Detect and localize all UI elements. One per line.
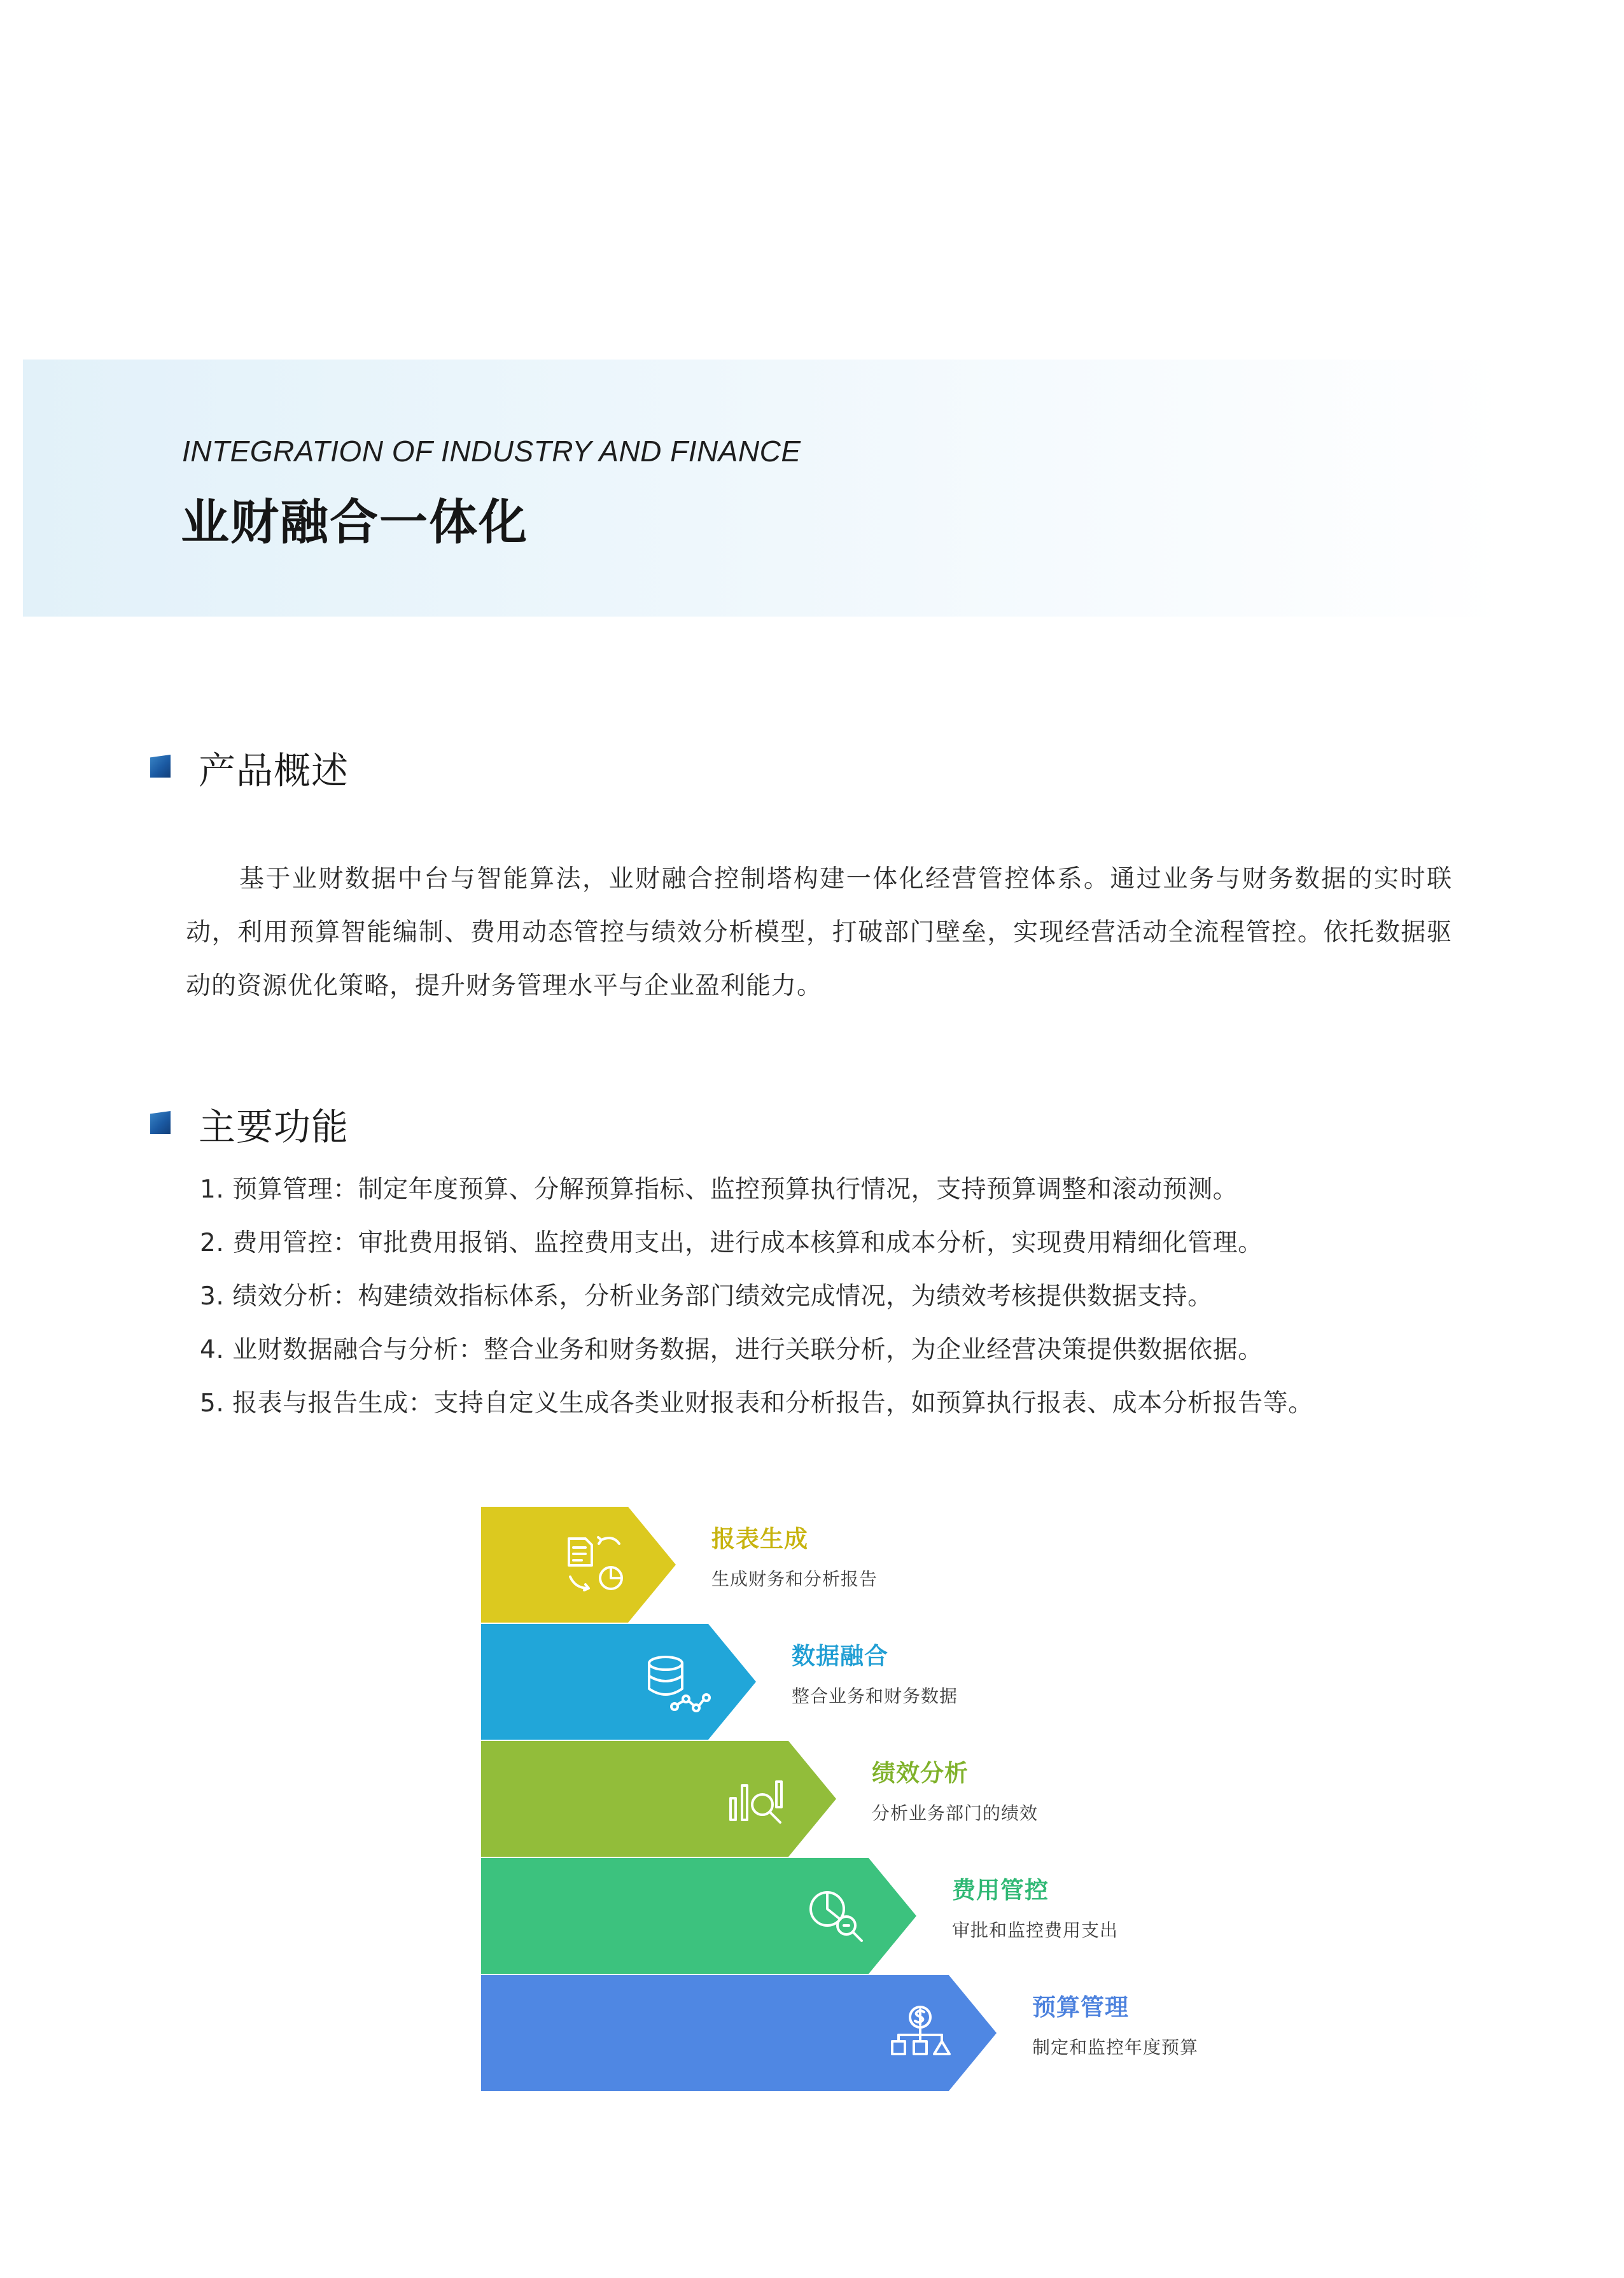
feature-item-performance: 3. 绩效分析：构建绩效指标体系，分析业务部门绩效完成情况，为绩效考核提供数据支持。 — [200, 1282, 1213, 1311]
report-icon — [569, 1537, 622, 1590]
step-desc-data-integration: 整合业务和财务数据 — [792, 1686, 958, 1707]
section-title-overview: 产品概述 — [199, 749, 349, 792]
performance-chart-icon — [731, 1782, 781, 1822]
section-marker-features — [150, 1111, 171, 1134]
step-title-reports: 报表生成 — [711, 1525, 808, 1553]
feature-item-reports: 5. 报表与报告生成：支持自定义生成各类业财报表和分析报告，如预算执行报表、成本分析报告等。 — [200, 1389, 1313, 1418]
feature-item-budget: 1. 预算管理：制定年度预算、分解预算指标、监控预算执行情况，支持预算调整和滚动预测。 — [200, 1175, 1238, 1204]
expense-pie-icon — [811, 1892, 862, 1941]
step-arrow-data-integration — [481, 1624, 756, 1740]
database-icon — [649, 1657, 710, 1711]
step-desc-reports: 生成财务和分析报告 — [711, 1569, 878, 1590]
step-arrow-performance — [481, 1741, 836, 1857]
banner-english-title: INTEGRATION OF INDUSTRY AND FINANCE — [182, 435, 801, 468]
step-title-budget: 预算管理 — [1032, 1994, 1129, 2021]
section-title-features: 主要功能 — [199, 1105, 349, 1149]
step-arrow-reports — [481, 1507, 676, 1623]
step-title-performance: 绩效分析 — [872, 1759, 969, 1787]
page-title: 业财融合一体化 — [181, 494, 528, 550]
step-arrow-budget — [481, 1975, 997, 2091]
step-desc-expense: 审批和监控费用支出 — [952, 1920, 1119, 1941]
step-arrow-expense — [481, 1858, 916, 1974]
step-desc-budget: 制定和监控年度预算 — [1032, 2037, 1199, 2058]
section-marker-overview — [150, 755, 171, 778]
step-desc-performance: 分析业务部门的绩效 — [872, 1803, 1039, 1824]
feature-list — [200, 1163, 1313, 1430]
step-title-expense: 费用管控 — [952, 1876, 1049, 1904]
feature-item-expense: 2. 费用管控：审批费用报销、监控费用支出，进行成本核算和成本分析，实现费用精细化管理。 — [200, 1229, 1263, 1257]
overview-paragraph: 基于业财数据中台与智能算法，业财融合控制塔构建一体化经营管控体系。通过业务与财务数据的实时联动，利用预算智能编制、费用动态管控与绩效分析模型，打破部门壁垒，实现经营活动全流程管控。依托数据驱动的资源优化策略，提升财务管理水平与企业盈利能力。 — [186, 865, 1452, 1000]
budget-hierarchy-icon — [892, 2007, 949, 2054]
step-title-data-integration: 数据融合 — [792, 1642, 888, 1670]
feature-item-data-integration: 4. 业财数据融合与分析：整合业务和财务数据，进行关联分析，为企业经营决策提供数据依据。 — [200, 1336, 1263, 1364]
